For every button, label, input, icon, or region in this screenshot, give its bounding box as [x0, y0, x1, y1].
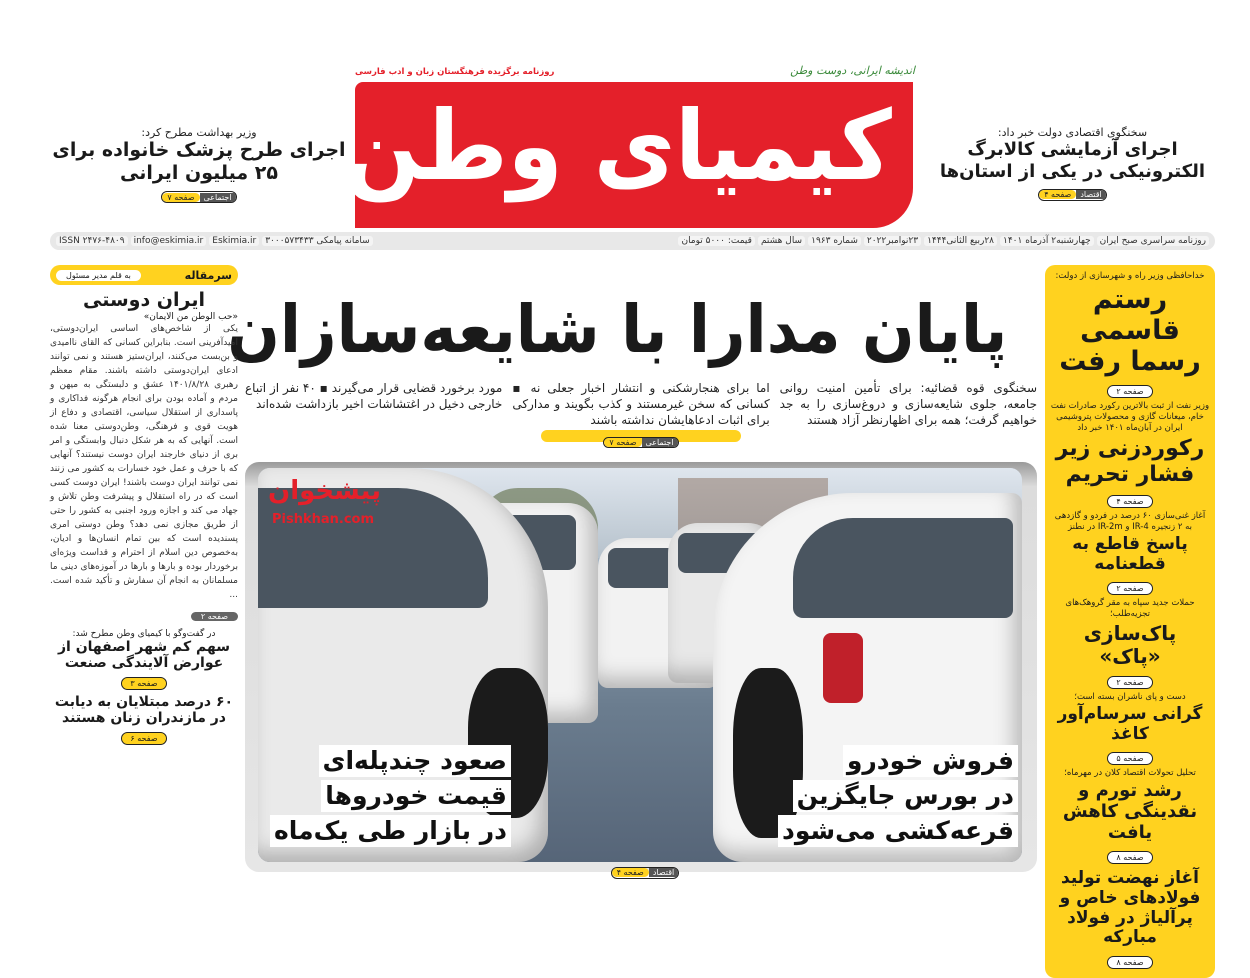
photo-caption-right[interactable]: [778, 745, 1018, 850]
watermark-logo: پیشخوان: [268, 476, 381, 506]
story-kicker: سخنگوی اقتصادی دولت خبر داد:: [997, 126, 1148, 139]
section-badge: [1038, 189, 1107, 201]
brief-headline: آغاز نهضت تولید فولادهای خاص و پرآلیاژ در فولاد مبارکه: [1059, 868, 1201, 948]
brief-kicker: دست و پای ناشران بسته است؛: [1074, 692, 1186, 703]
brief-kicker: حملات جدید سپاه به مقر گروهک‌های تجزیه‌طلب؛: [1065, 598, 1195, 620]
story-kicker: وزیر بهداشت مطرح کرد:: [141, 126, 257, 139]
page-badge: صفحه ۸: [1107, 956, 1152, 969]
news-briefs-column: [1045, 265, 1215, 978]
badge-category: اجتماعی: [642, 438, 678, 447]
editorial-quote: «حب الوطن من الایمان»: [143, 312, 238, 322]
date-lunar: ۲۸ربیع الثانی۱۴۴۴: [924, 236, 997, 246]
logo-text: کیمیای وطن: [344, 90, 892, 202]
story-kicker: در گفت‌وگو با کیمیای وطن مطرح شد:: [72, 629, 216, 639]
photo-badge-wrap: [600, 860, 690, 879]
left-story-2[interactable]: [50, 694, 238, 745]
left-column: [50, 265, 238, 745]
left-story-1[interactable]: [50, 629, 238, 690]
brief-headline: رشد تورم و نقدینگی کاهش یافت: [1062, 780, 1198, 843]
caption-line: قرعه‌کشی می‌شود: [778, 815, 1018, 847]
lead-block: [245, 380, 1037, 447]
top-left-story[interactable]: [48, 126, 350, 204]
story-headline: اجرای آزمایشی کالابرگ الکترونیکی در یکی از استان‌ها: [939, 139, 1206, 182]
issue-number: شماره ۱۹۶۳: [808, 236, 861, 246]
brief-headline: پاسخ قاطع به قطعنامه: [1072, 534, 1188, 574]
watermark-url: Pishkhan.com: [272, 512, 375, 527]
brief-headline: رستم قاسمی رسما رفت: [1059, 284, 1201, 378]
brief-headline: رکوردزنی زیر فشار تحریم: [1055, 436, 1205, 487]
masthead-logo: [344, 82, 913, 228]
issue-info-bar: [50, 232, 1215, 250]
badge-page: صفحه ۴: [1039, 190, 1076, 199]
brief-item[interactable]: [1050, 401, 1210, 511]
badge-category: اجتماعی: [200, 193, 236, 202]
price: قیمت: ۵۰۰۰ تومان: [678, 236, 754, 246]
brief-item[interactable]: [1050, 511, 1210, 598]
page-badge: صفحه ۸: [1107, 851, 1152, 864]
brief-item[interactable]: [1050, 768, 1210, 867]
main-story-badge-bar: [541, 430, 741, 447]
masthead-tagline: روزنامه برگزیده فرهنگستان زبان و ادب فارسی: [355, 67, 555, 77]
photo-caption-left[interactable]: [270, 745, 511, 850]
lead-column-3: مورد برخورد قضایی قرار می‌گیرند ▪ ۴۰ نفر از اتباع خارجی دخیل در اغتشاشات اخیر بازداشت شده‌اند: [245, 381, 503, 411]
page-badge: صفحه ۵: [1107, 752, 1152, 765]
badge-page: صفحه ۴: [612, 868, 649, 877]
volume-year: سال هشتم: [758, 236, 805, 246]
section-badge[interactable]: [603, 437, 678, 448]
brief-kicker: وزیر نفت از ثبت بالاترین رکورد صادرات نفت خام، میعانات گازی و محصولات پتروشیمی ایران در آبان‌ماه ۱۴۰۱ خبر داد: [1050, 401, 1210, 434]
page-badge: صفحه ۲: [1107, 582, 1152, 595]
caption-line: در بورس جایگزین: [793, 780, 1018, 812]
story-headline: اجرای طرح پزشک خانواده برای ۲۵ میلیون ایرانی: [52, 139, 346, 184]
caption-line: صعود چندپله‌ای: [319, 745, 511, 777]
masthead-slogan: اندیشه ایرانی، دوست وطن: [790, 64, 915, 77]
website-link[interactable]: Eskimia.ir: [209, 236, 259, 246]
top-right-story[interactable]: [925, 126, 1220, 201]
badge-category: اقتصاد: [1076, 190, 1105, 199]
email-link[interactable]: info@eskimia.ir: [131, 236, 207, 246]
page-badge: صفحه ۲: [1107, 676, 1152, 689]
editorial-title[interactable]: ایران دوستی: [82, 289, 206, 311]
page-badge: صفحه ۲: [1107, 385, 1152, 398]
editorial-page-badge[interactable]: صفحه ۲: [191, 612, 238, 621]
editorial-byline: به قلم مدیر مسئول: [56, 270, 141, 281]
badge-page: صفحه ۷: [604, 438, 641, 447]
brief-headline: پاک‌سازی «پاک»: [1083, 621, 1177, 669]
issn: ISSN ۲۴۷۶-۴۸۰۹: [56, 236, 128, 246]
story-headline: ۶۰ درصد مبتلایان به دیابت در مازندران زنان هستند: [54, 694, 234, 727]
brief-kicker: تحلیل تحولات اقتصاد کلان در مهرماه؛: [1064, 768, 1196, 779]
caption-line: قیمت خودروها: [321, 780, 511, 812]
brief-kicker: آغاز غنی‌سازی ۶۰ درصد در فردو و گازدهی به ۲ زنجیره IR-4 و IR-2m در نطنز: [1054, 510, 1206, 532]
caption-line: در بازار طی یک‌ماه: [270, 815, 511, 847]
lead-column-2: اما برای هنجارشکنی و انتشار اخبار جعلی نه ▪ کسانی که سخن غیرمستند و کذب بگویند و مدارکی برای اثبات ادعاهایشان نداشته باشند: [512, 381, 770, 427]
badge-page: صفحه ۷: [162, 193, 199, 202]
story-headline: سهم کم شهر اصفهان از عوارض آلایندگی صنعت: [57, 639, 231, 672]
contact-info: [56, 236, 373, 246]
page-badge: صفحه ۳: [121, 677, 166, 690]
lead-column-1: سخنگوی قوه قضائیه: برای تأمین امنیت روانی جامعه، جلوی شایعه‌سازی و دروغ‌سازی را به جد خواهیم گرفت؛ همه برای اظهارنظر آزاد هستند: [779, 381, 1037, 427]
page-badge: صفحه ۴: [1107, 495, 1152, 508]
brief-item[interactable]: [1050, 869, 1210, 971]
badge-category: اقتصاد: [649, 868, 678, 877]
caption-line: فروش خودرو: [843, 745, 1018, 777]
editorial-body: یکی از شاخص‌های اساسی ایران‌دوستی، امیدآفرینی است. بنابراین کسانی که القای ناامیدی و بن‌بست می‌کنند، ایران‌ستیز هستند و نمی توانند ادعای ایران‌دوستی داشته باشند. مقام معظم رهبری ۱۴۰۱/۸/۲۸ عشق و دلبستگی به میهن و مردم و آماده بودن برای انجام هرگونه فداکاری و پاسداری از استقلال سیاسی، اقتصادی و دفاع از هویت قوی و فرهنگی، وطن‌دوستی معنا شده است. آنهایی که به هر شکل دنبال وابستگی و امر بری از دنیای خارجند ایران دوست نیستند؟ آنهایی که با حرف و عمل خود خسارات به کشور می زنند نمی توانند ایران دوست باشند! ایران دوست کسی است که در راه استقلال و پیشرفت وطن تلاش و جهاد می کند و اجازه ورود اجنبی به کشور را حتی از طریق مجازی نمی دهد؟ وطن دوستی امری پسندیده است که بین تمام انسان‌ها و ادیان، به‌خصوص دین اسلام از احترام و قداست ویژه‌ای برخوردار بوده و بارها و بارها در آموزه‌های دینی ما مسلمانان به انجام آن سفارش و تأکید شده است. ...: [50, 324, 238, 600]
main-headline[interactable]: پایان مدارا با شایعه‌سازان: [227, 291, 1008, 368]
date-gregorian: ۲۳نوامبر۲۰۲۲: [864, 236, 921, 246]
editorial-label: سرمقاله: [184, 268, 232, 282]
date-solar: چهارشنبه۲ آذرماه ۱۴۰۱: [1000, 236, 1094, 246]
brief-kicker: خداحافظی وزیر راه و شهرسازی از دولت:: [1055, 271, 1205, 281]
sms-number: سامانه پیامکی ۳۰۰۰۵۷۳۴۳۳: [262, 236, 373, 246]
issue-details: [678, 236, 1209, 246]
brief-item[interactable]: [1050, 692, 1210, 768]
section-badge[interactable]: [611, 867, 680, 879]
brief-headline: گرانی سرسام‌آور کاغذ: [1057, 704, 1203, 744]
section-badge: [161, 191, 236, 203]
brief-item[interactable]: [1050, 271, 1210, 401]
page-badge: صفحه ۶: [121, 732, 166, 745]
brief-item[interactable]: [1050, 598, 1210, 692]
main-headline-wrap: [227, 282, 1035, 378]
editorial-header: [50, 265, 238, 285]
paper-type: روزنامه سراسری صبح ایران: [1097, 236, 1209, 246]
